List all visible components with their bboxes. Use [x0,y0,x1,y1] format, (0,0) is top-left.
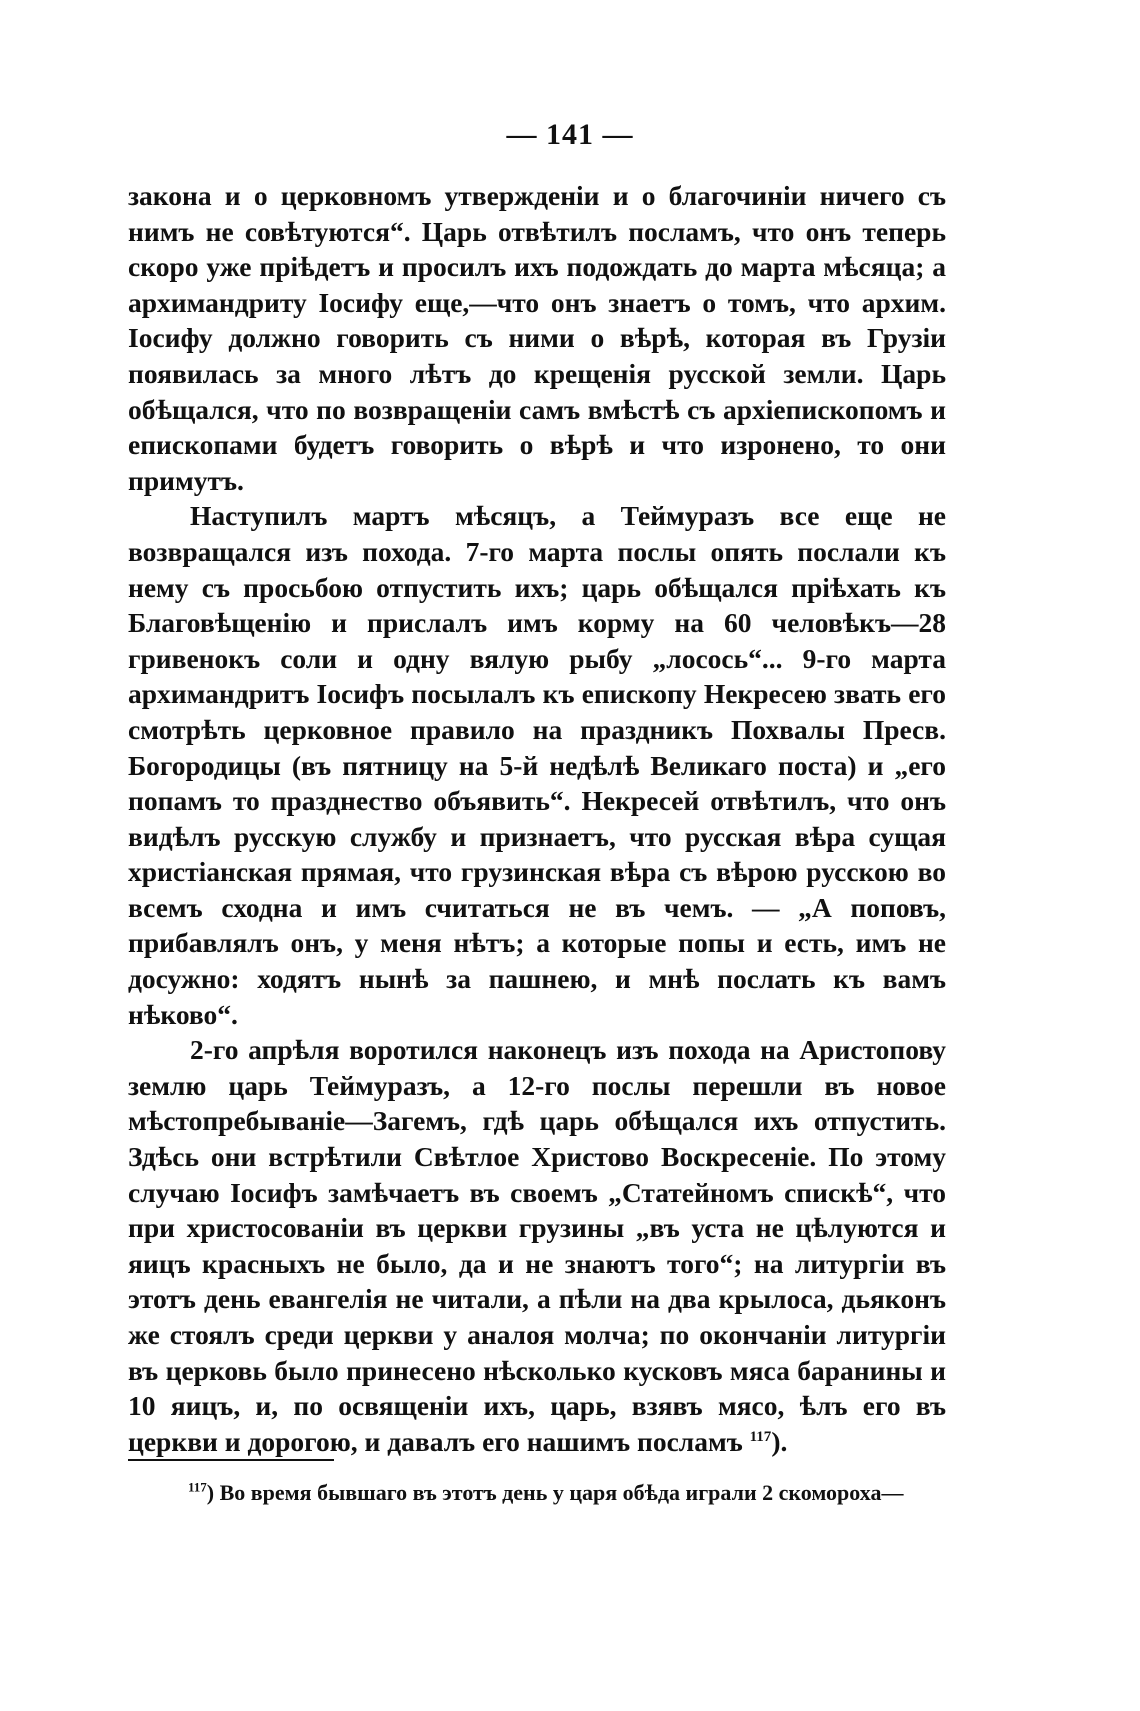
paragraph-april-tail: ). [771,1425,788,1457]
footnote-mark: 117 [188,1479,207,1495]
paragraph-continuation: закона и о церковномъ утвержденіи и о благочиніи ничего съ нимъ не совѣтуются“. Царь отвѣтилъ посламъ, что онъ теперь скоро уже пріѣдетъ и просилъ ихъ подождать до марта мѣсяца; а архимандриту Іосифу еще,—что онъ знаетъ о томъ, что архим. Іосифу должно говорить съ ними о вѣрѣ, которая въ Грузіи появилась за много лѣтъ до крещенія русской земли. Царь обѣщался, что по возвращеніи самъ вмѣстѣ съ архіепископомъ и епископами будетъ говорить о вѣрѣ и что изронено, то они примутъ. [128,180,946,496]
footnote-divider [128,1459,334,1461]
footnote-mark-close: ) [206,1480,215,1505]
paragraph-april [128,1032,946,1459]
page-number: — 141 — [506,118,634,151]
footnote-text: Во время бывшаго въ этотъ день у царя обѣда играли 2 скомороха— [214,1480,904,1505]
paragraph-april-text: 2-го апрѣля воротился наконецъ изъ похода на Аристопову землю царь Теймуразъ, а 12-го послы перешли въ новое мѣстопребываніе—Загемъ, гдѣ царь обѣщался ихъ отпустить. Здѣсь они встрѣтили Свѣтлое Христово Воскресеніе. По этому случаю Іосифъ замѣчаетъ въ своемъ „Статейномъ спискѣ“, что при христосованіи въ церкви грузины „въ уста не цѣлуются и яицъ красныхъ не было, да и не знаютъ того“; на литургіи въ этотъ день евангелія не читали, а пѣли на два крылоса, дьяконъ же стоялъ среди церкви у аналоя молча; по окончаніи литургіи въ церковь было принесено нѣсколько кусковъ мяса баранины и 10 яицъ, и, по освященіи ихъ, царь, взявъ мясо, ѣлъ его въ церкви и дорогою, и давалъ его нашимъ посламъ [128,1034,946,1457]
footnote [188,1478,946,1508]
footnote-reference: 117 [749,1428,772,1445]
main-text-column [128,178,946,1459]
paragraph-march: Наступилъ мартъ мѣсяцъ, а Теймуразъ все еще не возвращался изъ похода. 7-го марта послы опять послали къ нему съ просьбою отпустить ихъ; царь обѣщался пріѣхать къ Благовѣщенію и прислалъ имъ корму на 60 человѣкъ—28 гривенокъ соли и одну вялую рыбу „лосось“... 9-го марта архимандритъ Іосифъ посылалъ къ епископу Некресею звать его смотрѣть церковное правило на праздникъ Похвалы Пресв. Богородицы (въ пятницу на 5-й недѣлѣ Великаго поста) и „его попамъ то празднество объявить“. Некресей отвѣтилъ, что онъ видѣлъ русскую службу и признаетъ, что русская вѣра сущая христіанская прямая, что грузинская вѣра съ вѣрою русскою во всемъ сходна и имъ считаться не въ чемъ. — „А поповъ, прибавлялъ онъ, у меня нѣтъ; а которые попы и есть, имъ не досужно: ходятъ нынѣ за пашнею, и мнѣ послать къ вамъ нѣково“. [128,500,946,1030]
